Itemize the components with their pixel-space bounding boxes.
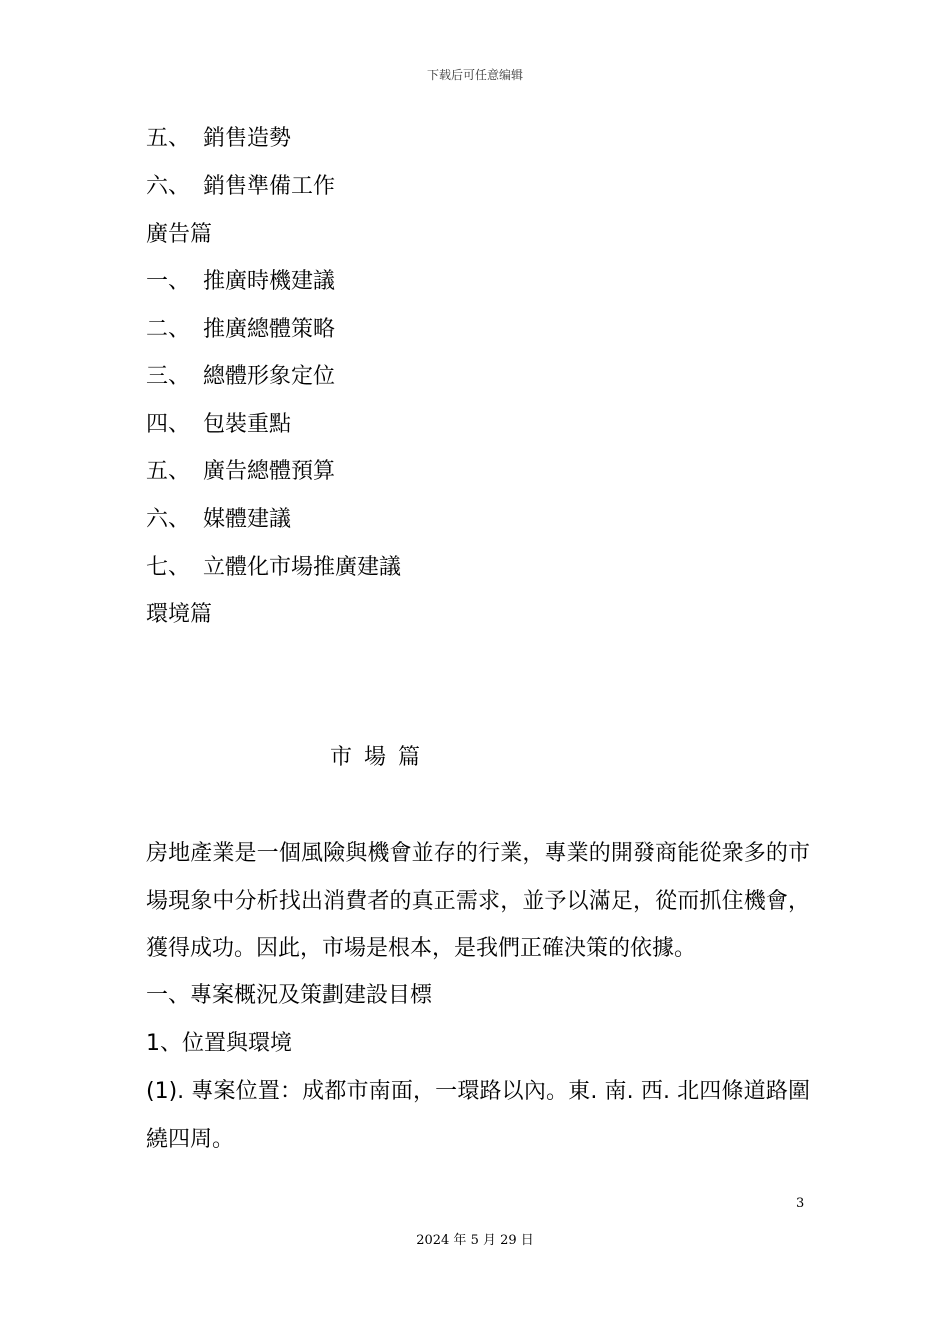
- toc-item-number: 三、: [146, 364, 191, 389]
- heading-location-environment: 1、位置與環境: [146, 1031, 292, 1056]
- toc-item-label: 推廣總體策略: [203, 317, 336, 342]
- toc-item-number: 四、: [146, 412, 191, 437]
- toc-item-number: 六、: [146, 507, 191, 532]
- footer-date: 2024 年 5 月 29 日: [416, 1233, 534, 1248]
- toc-item: [146, 268, 335, 296]
- toc-item-label: 總體形象定位: [203, 364, 336, 389]
- toc-item-label: 銷售造勢: [203, 126, 292, 151]
- toc-section-label: 環境篇: [146, 602, 213, 627]
- page-number: 3: [796, 1196, 805, 1211]
- toc-item: [146, 554, 401, 582]
- toc-item-number: 七、: [146, 555, 191, 580]
- page-header: 下载后可任意编辑: [426, 68, 523, 82]
- location-paragraph: (1). 專案位置：成都市南面，一環路以內。東. 南. 西. 北四條道路圍繞四周。: [146, 1079, 810, 1152]
- toc-item-label: 包裝重點: [203, 412, 292, 437]
- toc-item: [146, 458, 335, 486]
- toc-item: [146, 411, 291, 439]
- toc-section-heading: [146, 221, 212, 249]
- toc-item-label: 推廣時機建議: [203, 269, 336, 294]
- toc-item-number: 六、: [146, 174, 191, 199]
- toc-item-number: 一、: [146, 269, 191, 294]
- toc-item: [146, 506, 291, 534]
- toc-item-number: 五、: [146, 459, 191, 484]
- toc-item-label: 立體化市場推廣建議: [203, 555, 402, 580]
- heading-project-overview: 一、專案概況及策劃建設目標: [146, 983, 433, 1008]
- toc-item-label: 媒體建議: [203, 507, 292, 532]
- toc-item: [146, 316, 335, 344]
- toc-item-label: 銷售準備工作: [203, 174, 336, 199]
- toc-item: [146, 125, 291, 153]
- toc-item: [146, 173, 335, 201]
- toc-item-number: 二、: [146, 317, 191, 342]
- toc-section-heading: [146, 601, 212, 629]
- toc-section-label: 廣告篇: [146, 222, 213, 247]
- intro-paragraph: 房地產業是一個風險與機會並存的行業，專業的開發商能從衆多的市場現象中分析找出消費者的真正需求，並予以滿足，從而抓住機會，獲得成功。因此，市場是根本，是我們正確決策的依據。: [146, 841, 810, 961]
- section-title: 市場篇: [330, 745, 433, 770]
- toc-item-label: 廣告總體預算: [203, 459, 336, 484]
- toc-item-number: 五、: [146, 126, 191, 151]
- toc-item: [146, 363, 335, 391]
